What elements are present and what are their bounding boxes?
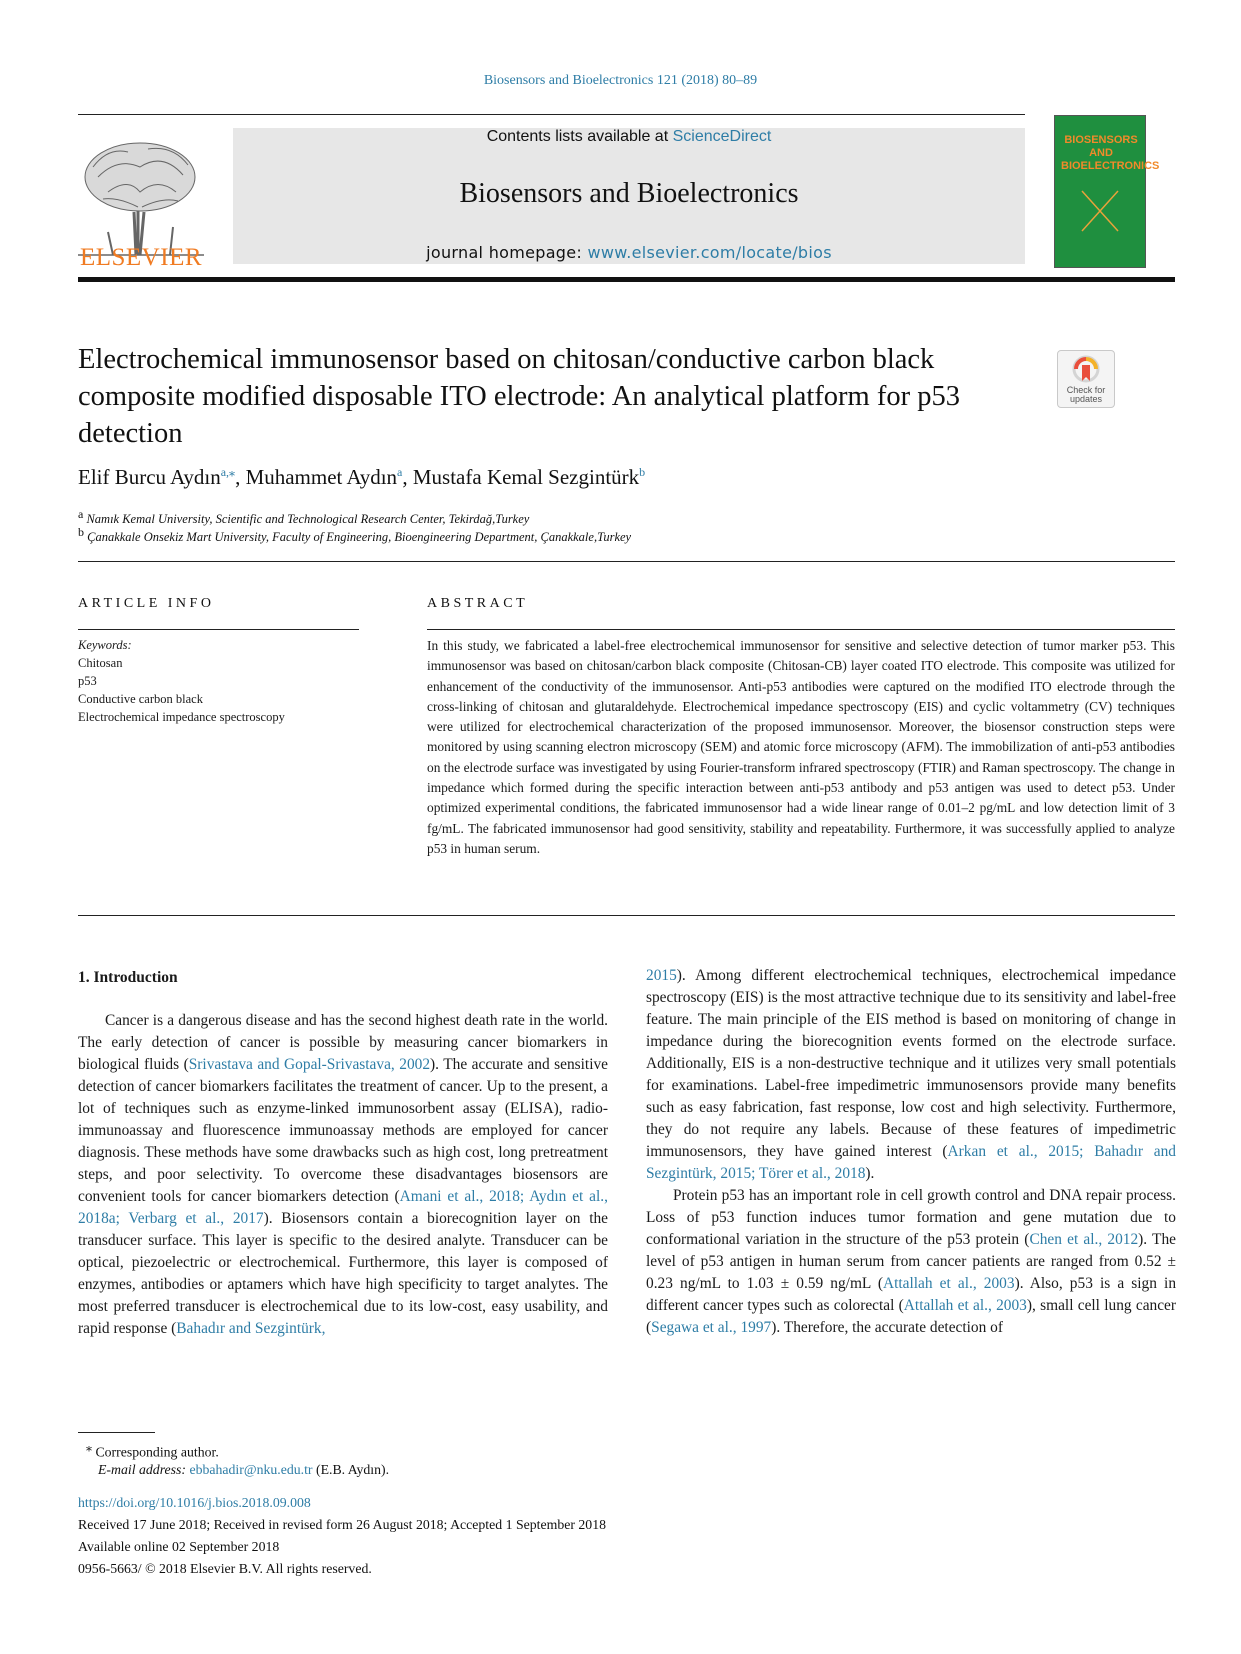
abstract-bottom-rule <box>78 915 1175 916</box>
intro-paragraph <box>646 1185 1176 1339</box>
affiliation-label: b <box>78 525 84 539</box>
author-name: Muhammet Aydın <box>245 465 398 489</box>
citation-link[interactable]: 2015 <box>646 967 677 984</box>
intro-paragraph <box>78 1010 608 1340</box>
author-name: Mustafa Kemal Sezgintürk <box>412 465 640 489</box>
author-affiliation-mark[interactable]: b <box>639 465 646 479</box>
body-column-left <box>78 1010 608 1340</box>
affiliation-text: Namık Kemal University, Scientific and Technological Research Center, Tekirdağ,Turkey <box>86 512 530 527</box>
email-link[interactable]: ebbahadir@nku.edu.tr <box>189 1462 313 1477</box>
email-suffix: (E.B. Aydın). <box>315 1462 390 1477</box>
cover-title: BIOSENSORS AND BIOELECTRONICS <box>1061 134 1160 172</box>
email-note <box>98 1462 389 1478</box>
body-text: ). <box>865 1165 875 1182</box>
author-name: Elif Burcu Aydın <box>78 465 221 489</box>
journal-name: Biosensors and Bioelectronics <box>459 178 799 209</box>
citation-link[interactable]: Arkan et al., 2015; Bahadır and Sezgintürk, 2015; Törer et al., 2018 <box>646 1143 1176 1182</box>
body-text: ). The accurate and sensitive detection of cancer biomarkers facilitates the treatment of cancer. Up to the present, a lot of techniques such as enzyme-linked immunosorbent assay (ELISA), radio-immunoassay and fluorescence immunoassay methods are employed for cancer diagnosis. These methods have some drawbacks such as high cost, long pretreatment steps, and poor selectivity. To overcome these disadvantages biosensors are convenient tools for cancer biomarkers detection ( <box>78 1056 608 1205</box>
check-updates-label: Check for updates <box>1066 385 1106 404</box>
masthead-thick-rule <box>78 277 1175 282</box>
corresponding-author-note <box>86 1440 219 1461</box>
header-rule <box>78 114 1025 115</box>
affiliation-text: Çanakkale Onsekiz Mart University, Faculty of Engineering, Bioengineering Department, Çanakkale,Turkey <box>87 530 632 545</box>
contents-prefix: Contents lists available at <box>486 128 669 145</box>
citation-link[interactable]: Bahadır and Sezgintürk, <box>176 1320 326 1337</box>
journal-masthead <box>233 128 1025 264</box>
journal-cover[interactable] <box>1054 115 1160 268</box>
citation-link[interactable]: Attallah et al., 2003 <box>903 1297 1027 1314</box>
footnote-rule <box>78 1432 155 1433</box>
body-text: ). Also, p53 is a sign in different cancer types such as colorectal ( <box>646 1275 1177 1314</box>
cover-graphic <box>1080 186 1120 236</box>
elsevier-wordmark: ELSEVIER <box>79 244 203 271</box>
email-label: E-mail address: <box>98 1462 187 1477</box>
doi-link[interactable]: https://doi.org/10.1016/j.bios.2018.09.008 <box>78 1495 311 1510</box>
body-text: Cancer is a dangerous disease and has the second highest death rate in the world. The early detection of cancer is possible by measuring cancer biomarkers in biological fluids ( <box>78 1012 608 1073</box>
affiliation-label: a <box>78 507 84 521</box>
keyword-item: p53 <box>78 674 97 688</box>
keyword-item: Chitosan <box>78 656 123 670</box>
keyword-item: Conductive carbon black <box>78 692 203 706</box>
body-text: Protein p53 has an important role in cell growth control and DNA repair process. Loss of p53 function induces tumor formation and gene mutation due to conformational variation in the structure of the p53 protein ( <box>646 1187 1176 1248</box>
abstract-rule <box>427 629 1175 630</box>
body-text: ). Biosensors contain a biorecognition layer on the transducer surface. This layer is specific to the desired analyte. Transducer can be optical, piezoelectric or electrochemical. Furthermore, this layer is composed of enzymes, antibodies or aptamers which have high specificity to target analytes. The most preferred transducer is electrochemical due to its low-cost, easy usability, and rapid response ( <box>78 1210 608 1337</box>
body-column-right <box>646 965 1176 1339</box>
citation-link[interactable]: Amani et al., 2018; Aydın et al., 2018a; Verbarg et al., 2017 <box>78 1188 608 1227</box>
body-text: ). Therefore, the accurate detection of <box>771 1319 1003 1336</box>
citation-link[interactable]: Chen et al., 2012 <box>1029 1231 1139 1248</box>
received-dates: Received 17 June 2018; Received in revised form 26 August 2018; Accepted 1 September 2018 <box>78 1517 606 1532</box>
corresponding-mark: ⁎ <box>86 1440 92 1454</box>
keywords-label: Keywords: <box>78 638 132 652</box>
corresponding-text: Corresponding author. <box>95 1444 219 1460</box>
author-list: Elif Burcu Aydın$^{a,⁎}$, Muhammet Aydın$^a$, Mustafa Kemal Sezgintürk$^b$ <box>78 465 646 489</box>
online-date: Available online 02 September 2018 <box>78 1539 280 1554</box>
body-text: ). Among different electrochemical techniques, electrochemical impedance spectroscopy (EIS) is the most attractive technique due to its sensitivity and label-free feature. The main principle of the EIS method is based on monitoring of change in impedance during the biorecognition events formed on the electrode surface. Additionally, EIS is a non-destructive technique and it utilizes very small potentials for examinations. Label-free impedimetric immunosensors provide many benefits such as easy fabrication, fast response, low cost and high selectivity. Furthermore, they do not require any labels. Because of these features of impedimetric immunosensors, they have gained interest ( <box>646 967 1176 1160</box>
contents-line <box>233 128 1025 146</box>
homepage-line <box>233 243 1025 262</box>
author-affiliation-mark[interactable]: a <box>397 465 403 479</box>
body-text: ), small cell lung cancer ( <box>646 1297 1177 1336</box>
introduction-heading: 1. Introduction <box>78 969 178 986</box>
homepage-link[interactable]: www.elsevier.com/locate/bios <box>587 243 832 262</box>
sciencedirect-link[interactable]: ScienceDirect <box>672 128 772 145</box>
homepage-prefix: journal homepage: <box>426 243 583 262</box>
citation-link[interactable]: Srivastava and Gopal-Srivastava, 2002 <box>188 1056 431 1073</box>
article-info-heading: ARTICLE INFO <box>78 596 215 611</box>
article-title: Electrochemical immunosensor based on chitosan/conductive carbon black composite modified disposable ITO electrode: An analytical platform for p53 detection <box>78 344 960 449</box>
abstract-text: In this study, we fabricated a label-free electrochemical immunosensor for sensitive and selective detection of tumor marker p53. This immunosensor was based on chitosan/carbon black composite (Chitosan-CB) layer coated ITO electrode. This composite was utilized for enhancement of the conductivity of the immunosensor. Anti-p53 antibodies were captured on the modified ITO electrode through the cross-linking of chitosan and glutaraldehyde. Electrochemical impedance spectroscopy (EIS) and cyclic voltammetry (CV) techniques were utilized for electrochemical characterization of the proposed immunosensor. Moreover, the biosensor construction steps were monitored by using scanning electron microscopy (SEM) and atomic force microscopy (AFM). The immobilization of anti-p53 antibodies on the electrode surface was investigated by using Fourier-transform infrared spectroscopy (FTIR) and Raman spectroscopy. The change in impedance which formed during the specific interaction between anti-p53 antibody and p53 antigen was used to detect p53. Under optimized experimental conditions, the fabricated immunosensor had a wide linear range of 0.01–2 pg/mL and low detection limit of 3 fg/mL. The fabricated immunosensor had good sensitivity, stability and repeatability. Furthermore, it was successfully applied to analyze p53 in human serum. <box>427 638 1175 856</box>
citation-link[interactable]: Segawa et al., 1997 <box>651 1319 772 1336</box>
journal-reference[interactable]: Biosensors and Bioelectronics 121 (2018) 80–89 <box>483 73 758 88</box>
abstract-heading: ABSTRACT <box>427 596 529 611</box>
body-text: ). The level of p53 antigen in human serum from cancer patients are ranged from 0.52 ± 0.23 ng/mL to 1.03 ± 0.59 ng/mL ( <box>646 1231 1176 1292</box>
affiliation-b <box>78 525 631 545</box>
keyword-item: Electrochemical impedance spectroscopy <box>78 710 285 724</box>
section-rule <box>78 561 1175 562</box>
article-info-rule <box>78 629 359 630</box>
copyright-line: 0956-5663/ © 2018 Elsevier B.V. All rights reserved. <box>78 1561 372 1576</box>
intro-paragraph <box>646 965 1176 1185</box>
check-updates-icon <box>1072 355 1100 385</box>
check-for-updates-button[interactable] <box>1057 350 1115 408</box>
citation-link[interactable]: Attallah et al., 2003 <box>882 1275 1015 1292</box>
author-affiliation-mark[interactable]: a,⁎ <box>220 465 236 479</box>
